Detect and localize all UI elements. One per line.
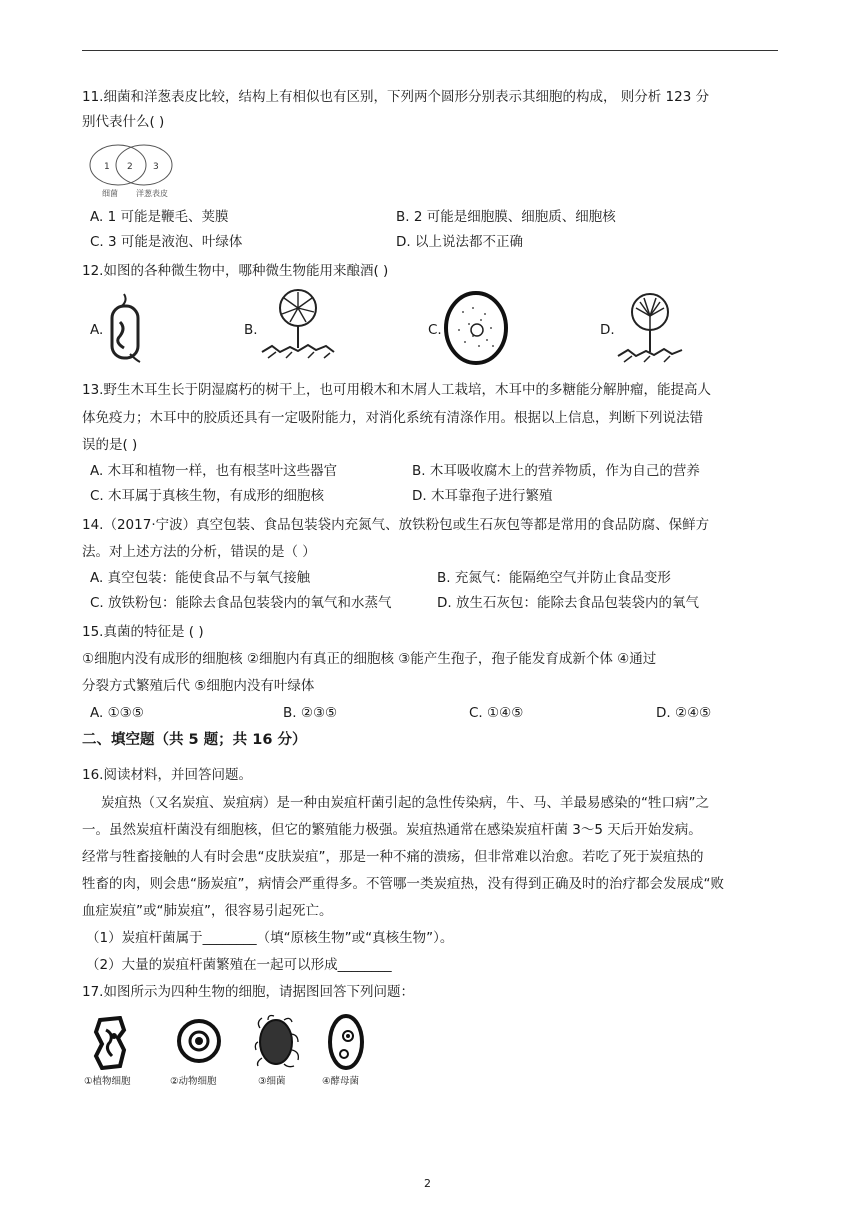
q15-statements-line2: 分裂方式繁殖后代 ⑤细胞内没有叶绿体: [82, 678, 315, 694]
q17-label-yeast: ④酵母菌: [322, 1076, 360, 1087]
bacteria-cell-image: [254, 1014, 304, 1068]
q14-option-c[interactable]: C. 放铁粉包：能除去食品包装袋内的氧气和水蒸气: [90, 595, 392, 611]
q17-label-animal-cell: ②动物细胞: [170, 1076, 217, 1087]
q15-statements-line1: ①细胞内没有成形的细胞核 ②细胞内有真正的细胞核 ③能产生孢子，孢子能发育成新个体 ④通过: [82, 651, 657, 667]
q16-stem: 16.阅读材料，并回答问题。: [82, 767, 252, 783]
q11-option-a[interactable]: A. 1 可能是鞭毛、荚膜: [90, 209, 229, 225]
header-rule: [82, 50, 778, 51]
yeast-image: [443, 290, 509, 366]
q14-option-d[interactable]: D. 放生石灰包：能除去食品包装袋内的氧气: [437, 595, 699, 611]
bacillus-image: [106, 292, 146, 364]
q12-option-c[interactable]: C.: [428, 322, 442, 338]
q13-stem-line3: 误的是( ): [82, 437, 138, 453]
q12-option-a[interactable]: A.: [90, 322, 104, 338]
q15-option-c[interactable]: C. ①④⑤: [469, 705, 524, 721]
q17-stem: 17.如图所示为四种生物的细胞，请据图回答下列问题：: [82, 984, 414, 1000]
q15-option-d[interactable]: D. ②④⑤: [656, 705, 712, 721]
q14-option-b[interactable]: B. 充氮气：能隔绝空气并防止食品变形: [437, 570, 671, 586]
mold-image: [258, 286, 338, 362]
page-number: 2: [424, 1177, 431, 1190]
venn-right-caption: 洋葱表皮: [136, 189, 168, 198]
penicillium-image: [614, 290, 686, 366]
q13-stem-line2: 体免疫力；木耳中的胶质还具有一定吸附能力，对消化系统有清涤作用。根据以上信息，判断下列说法错: [82, 410, 703, 426]
q13-option-a[interactable]: A. 木耳和植物一样，也有根茎叶这些器官: [90, 463, 338, 479]
q16-paragraph-line5: 血症炭疽”或“肺炭疽”，很容易引起死亡。: [82, 903, 333, 919]
q17-label-bacteria: ③细菌: [258, 1076, 286, 1087]
q16-paragraph-line1: 炭疽热（又名炭疽、炭疽病）是一种由炭疽杆菌引起的急性传染病，牛、马、羊最易感染的“牲口病”之: [101, 795, 709, 811]
q15-option-b[interactable]: B. ②③⑤: [283, 705, 338, 721]
q16-paragraph-line2: 一。虽然炭疽杆菌没有细胞核，但它的繁殖能力极强。炭疽热通常在感染炭疽杆菌 3～5 天后开始发病。: [82, 822, 702, 838]
q11-option-b[interactable]: B. 2 可能是细胞膜、细胞质、细胞核: [396, 209, 616, 225]
venn-label-3: 3: [153, 162, 159, 172]
q11-venn-diagram: [86, 142, 182, 200]
venn-left-caption: 细菌: [102, 189, 118, 198]
q12-option-b[interactable]: B.: [244, 322, 258, 338]
venn-label-1: 1: [104, 162, 110, 172]
q16-subquestion-2[interactable]: （2）大量的炭疽杆菌繁殖在一起可以形成________: [86, 957, 392, 973]
section2-heading: 二、填空题（共 5 题；共 16 分）: [82, 732, 307, 748]
q12-option-d[interactable]: D.: [600, 322, 615, 338]
q11-option-d[interactable]: D. 以上说法都不正确: [396, 234, 523, 250]
q13-option-b[interactable]: B. 木耳吸收腐木上的营养物质，作为自己的营养: [412, 463, 700, 479]
q11-stem-line1: 11.细菌和洋葱表皮比较，结构上有相似也有区别，下列两个圆形分别表示其细胞的构成， 则分析 123 分: [82, 89, 710, 105]
q16-paragraph-line4: 牲畜的肉，则会患“肠炭疽”，病情会严重得多。不管哪一类炭疽热，没有得到正确及时的治疗都会发展成“败: [82, 876, 724, 892]
q13-option-c[interactable]: C. 木耳属于真核生物，有成形的细胞核: [90, 488, 325, 504]
q14-option-a[interactable]: A. 真空包装：能使食品不与氧气接触: [90, 570, 311, 586]
q14-stem-line1: 14.（2017·宁波）真空包装、食品包装袋内充氮气、放铁粉包或生石灰包等都是常用的食品防腐、保鲜方: [82, 517, 710, 533]
q12-stem: 12.如图的各种微生物中，哪种微生物能用来酿酒( ): [82, 263, 389, 279]
q14-stem-line2: 法。对上述方法的分析，错误的是（ ）: [82, 544, 316, 560]
q16-paragraph-line3: 经常与牲畜接触的人有时会患“皮肤炭疽”，那是一种不痛的溃疡，但非常难以治愈。若吃了死于炭疽热的: [82, 849, 704, 865]
plant-cell-image: [92, 1016, 128, 1070]
animal-cell-image: [175, 1016, 223, 1066]
q13-option-d[interactable]: D. 木耳靠孢子进行繁殖: [412, 488, 553, 504]
venn-label-2: 2: [127, 162, 133, 172]
q13-stem-line1: 13.野生木耳生长于阴湿腐朽的树干上，也可用椴木和木屑人工栽培，木耳中的多糖能分解肿瘤，能提高人: [82, 382, 711, 398]
q17-label-plant-cell: ①植物细胞: [84, 1076, 131, 1087]
q15-stem: 15.真菌的特征是 ( ): [82, 624, 204, 640]
q11-stem-line2: 别代表什么( ): [82, 114, 165, 130]
q11-option-c[interactable]: C. 3 可能是液泡、叶绿体: [90, 234, 243, 250]
q15-option-a[interactable]: A. ①③⑤: [90, 705, 144, 721]
yeast-cell-image: [326, 1012, 366, 1072]
q16-subquestion-1[interactable]: （1）炭疽杆菌属于________（填“原核生物”或“真核生物”）。: [86, 930, 454, 946]
